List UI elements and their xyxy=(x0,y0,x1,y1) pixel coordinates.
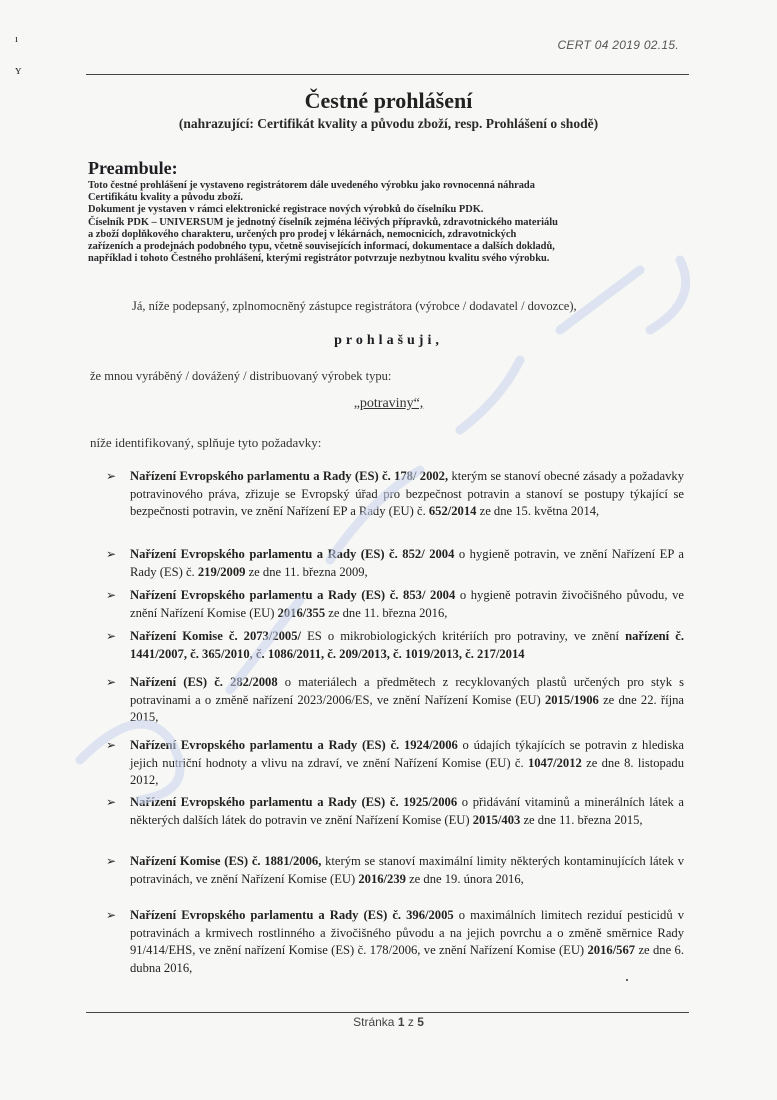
regulation-title: Nařízení (ES) č. 282/2008 xyxy=(130,675,278,689)
margin-mark: ı xyxy=(15,33,19,45)
document-title: Čestné prohlášení xyxy=(304,88,473,113)
header-rule xyxy=(86,74,689,75)
regulation-amendment: 2016/567 xyxy=(587,943,636,958)
regulation-title: Nařízení Evropského parlamentu a Rady (ES) č. 396/2005 xyxy=(130,908,454,922)
regulation-amendment: 2015/403 xyxy=(472,812,521,827)
product-line: že mnou vyráběný / dovážený / distribuovaný výrobek typu: xyxy=(90,369,392,383)
regulation-item xyxy=(106,468,684,521)
regulation-text: ES o mikrobiologických kritériích pro potraviny, ve znění xyxy=(301,629,626,643)
regulation-amendment: nařízení č. 1441/2007, č. 365/2010, č. 1086/2011, č. 209/2013, č. 1019/2013, č. 217/2014 xyxy=(130,629,684,661)
regulation-date: ze dne 11. března 2009, xyxy=(245,564,368,579)
preamble-line: například i tohoto Čestného prohlášení, kterými registrátor potvrzuje nezbytnou kvalitu svého výrobku. xyxy=(88,253,550,265)
regulation-title: Nařízení Evropského parlamentu a Rady (ES) č. 853/ 2004 xyxy=(130,588,456,602)
declaration-verb: prohlašuji, xyxy=(334,333,443,348)
regulation-date: ze dne 8. listopadu 2012, xyxy=(130,755,685,788)
arrow-bullet-icon: ➢ xyxy=(106,469,117,483)
arrow-bullet-icon: ➢ xyxy=(106,588,117,602)
regulation-item xyxy=(106,587,684,622)
stray-mark xyxy=(626,979,628,981)
regulation-date: ze dne 6. dubna 2016, xyxy=(130,943,684,976)
certificate-reference: CERT 04 2019 02.15. xyxy=(557,38,679,52)
preamble-heading: Preambule: xyxy=(88,158,178,178)
arrow-bullet-icon: ➢ xyxy=(106,629,117,643)
regulation-date: ze dne 11. března 2016, xyxy=(325,605,448,620)
regulation-item xyxy=(106,907,684,978)
footer-rule xyxy=(86,1012,689,1013)
arrow-bullet-icon: ➢ xyxy=(106,738,117,752)
arrow-bullet-icon: ➢ xyxy=(106,854,117,868)
regulation-item xyxy=(106,794,684,829)
regulation-amendment: 1047/2012 xyxy=(527,755,582,770)
product-type: „potraviny“, xyxy=(353,396,424,411)
regulation-date: ze dne 11. března 2015, xyxy=(520,812,643,827)
regulation-amendment: 652/2014 xyxy=(428,504,477,519)
regulation-amendment: 2015/1906 xyxy=(544,692,599,707)
regulation-item xyxy=(106,628,684,663)
regulation-text: o materiálech a předmětech z recyklovaných plastů určených pro styk s potravinami a o změně nařízení 2023/2006/ES, ve znění Nařízení Komise (EU) xyxy=(130,675,685,707)
regulation-item xyxy=(106,674,684,727)
regulation-item xyxy=(106,737,684,790)
arrow-bullet-icon: ➢ xyxy=(106,547,117,561)
arrow-bullet-icon: ➢ xyxy=(106,675,117,689)
regulation-text: kterým se stanoví obecné zásady a požadavky potravinového práva, zřizuje se Evropský úřad pro bezpečnost potravin a stanoví se postupy týkající se bezpečnosti potravin, ve znění Nařízení EP a Rady (EU) č. xyxy=(130,469,684,519)
regulation-title: Nařízení Komise č. 2073/2005/ xyxy=(130,629,302,643)
requirements-intro: níže identifikovaný, splňuje tyto požadavky: xyxy=(90,435,322,450)
preamble-line: zařízeních a prodejnách podobného typu, včetně souvisejících informací, dokumentace a dalších dokladů, xyxy=(88,241,555,253)
preamble-line: Toto čestné prohlášení je vystaveno registrátorem dále uvedeného výrobku jako rovnocenná náhrada xyxy=(88,180,535,191)
regulation-date: ze dne 22. října 2015, xyxy=(130,692,684,725)
regulation-text: o maximálních limitech reziduí pesticidů v potravinách a krmivech rostlinného a živočišného původu a na jejich povrchu a o změně směrnice Rady 91/414/EHS, ve znění nařízení Komise (ES) č. 178/2006, ve znění Nařízení Komise (EU) xyxy=(130,908,684,958)
preamble-line: Číselník PDK – UNIVERSUM je jednotný číselník zejména léčivých přípravků, zdravotnického materiálu xyxy=(88,216,558,228)
preamble-line: a zboží doplňkového charakteru, určených pro prodej v lékárnách, nemocnicích, zdravotnických xyxy=(88,228,517,240)
regulation-title: Nařízení Evropského parlamentu a Rady (ES) č. 1925/2006 xyxy=(130,795,458,809)
arrow-bullet-icon: ➢ xyxy=(106,908,117,922)
footer-label: Stránka xyxy=(353,1015,395,1029)
regulation-title: Nařízení Komise (ES) č. 1881/2006, xyxy=(130,854,322,868)
preamble-text xyxy=(88,180,688,265)
regulation-text: o údajích týkajících se potravin z hlediska jejich nutriční hodnoty a vlivu na zdraví, ve znění Nařízení Komise (EU) č. xyxy=(130,738,684,770)
declaration-intro: Já, níže podepsaný, zplnomocněný zástupce registrátora (výrobce / dodavatel / dovozce), xyxy=(132,299,577,313)
footer-page-total: 5 xyxy=(417,1015,424,1029)
regulation-date: ze dne 15. května 2014, xyxy=(476,504,600,519)
footer-page-number: 1 xyxy=(397,1015,405,1029)
regulation-amendment: 219/2009 xyxy=(197,564,246,579)
regulation-text: o hygieně potravin živočišného původu, ve znění Nařízení Komise (EU) xyxy=(130,588,684,620)
regulation-title: Nařízení Evropského parlamentu a Rady (ES) č. 852/ 2004 xyxy=(130,547,455,561)
footer-of: z xyxy=(407,1015,414,1029)
regulation-item xyxy=(106,853,684,888)
arrow-bullet-icon: ➢ xyxy=(106,795,117,809)
regulation-amendment: 2016/355 xyxy=(277,605,326,620)
preamble-line: Dokument je vystaven v rámci elektronické registrace nových výrobků do číselníku PDK. xyxy=(88,204,484,216)
regulation-amendment: 2016/239 xyxy=(358,871,406,886)
document-subtitle: (nahrazující: Certifikát kvality a původu zboží, resp. Prohlášení o shodě) xyxy=(178,116,599,131)
regulation-text: o hygieně potravin, ve znění Nařízení EP a Rady (ES) č. xyxy=(130,547,684,579)
regulation-text: kterým se stanoví maximální limity některých kontaminujících látek v potravinách, ve znění Nařízení Komise (EU) xyxy=(130,854,684,886)
preamble-line: Certifikátu kvality a původu zboží. xyxy=(88,192,244,204)
regulation-text: o přidávání vitaminů a minerálních látek a některých dalších látek do potravin ve znění Nařízení Komise (EU) xyxy=(130,795,684,827)
regulation-item xyxy=(106,546,684,581)
regulation-title: Nařízení Evropského parlamentu a Rady (ES) č. 1924/2006 xyxy=(130,738,458,752)
regulation-title: Nařízení Evropského parlamentu a Rady (ES) č. 178/ 2002, xyxy=(130,469,449,483)
page-footer xyxy=(0,1015,777,1029)
margin-mark: ʏ xyxy=(15,62,22,77)
regulation-date: ze dne 19. února 2016, xyxy=(405,871,524,886)
